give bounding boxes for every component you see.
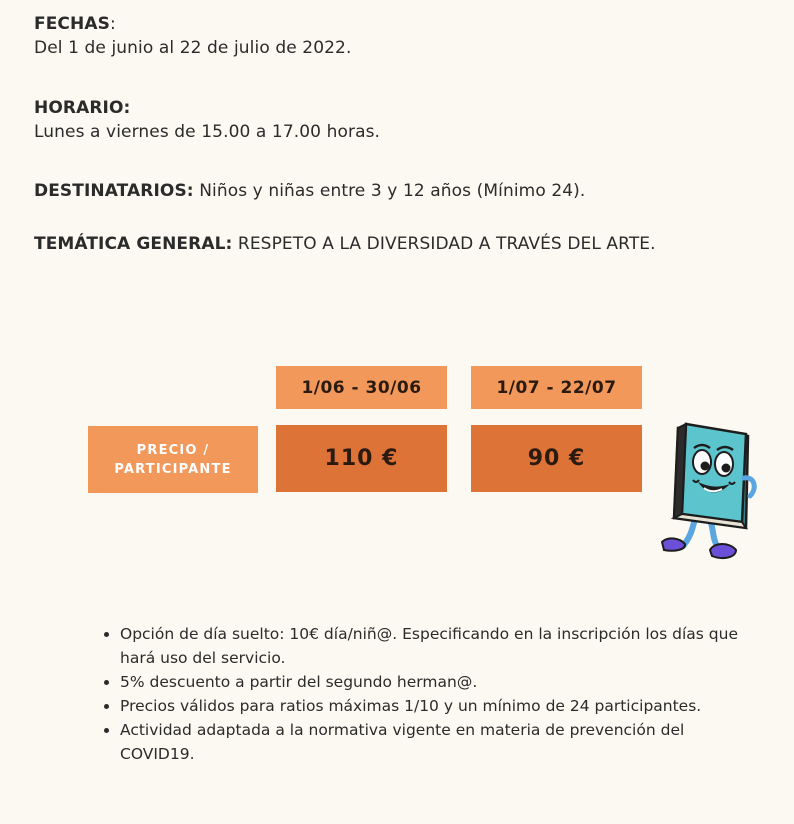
fechas-value: Del 1 de junio al 22 de julio de 2022.: [34, 38, 352, 58]
price-label-line2: PARTICIPANTE: [114, 461, 232, 477]
tematica-section: [34, 232, 656, 256]
list-item: • Opción de día suelto: 10€ día/niñ@. Especificando en la inscripción los días que hará uso del servicio.: [120, 622, 740, 670]
tematica-label: TEMÁTICA GENERAL:: [34, 234, 233, 254]
price-june: 110 €: [276, 425, 447, 492]
notes-list: [100, 622, 740, 766]
price-july: 90 €: [471, 425, 642, 492]
period-header-july: 1/07 - 22/07: [471, 366, 642, 409]
price-label-line1: PRECIO /: [136, 442, 210, 458]
fechas-label: FECHAS: [34, 14, 110, 34]
horario-section: [34, 96, 380, 144]
fechas-colon: :: [109, 14, 116, 34]
list-item: • 5% descuento a partir del segundo herman@.: [120, 670, 740, 694]
price-row-label: [88, 426, 258, 493]
fechas-heading: [34, 12, 351, 36]
horario-label: HORARIO:: [34, 98, 131, 118]
list-item: • Precios válidos para ratios máximas 1/10 y un mínimo de 24 participantes.: [120, 694, 740, 718]
tematica-value: RESPETO A LA DIVERSIDAD A TRAVÉS DEL ARTE.: [232, 234, 656, 254]
destinatarios-section: [34, 179, 585, 203]
fechas-section: [34, 12, 351, 60]
list-item: • Actividad adaptada a la normativa vigente en materia de prevención del COVID19.: [120, 718, 740, 766]
destinatarios-value: Niños y niñas entre 3 y 12 años (Mínimo 24).: [193, 181, 586, 201]
book-character-icon: [650, 418, 770, 578]
destinatarios-label: DESTINATARIOS:: [34, 181, 194, 201]
horario-value: Lunes a viernes de 15.00 a 17.00 horas.: [34, 122, 381, 142]
period-header-june: 1/06 - 30/06: [276, 366, 447, 409]
